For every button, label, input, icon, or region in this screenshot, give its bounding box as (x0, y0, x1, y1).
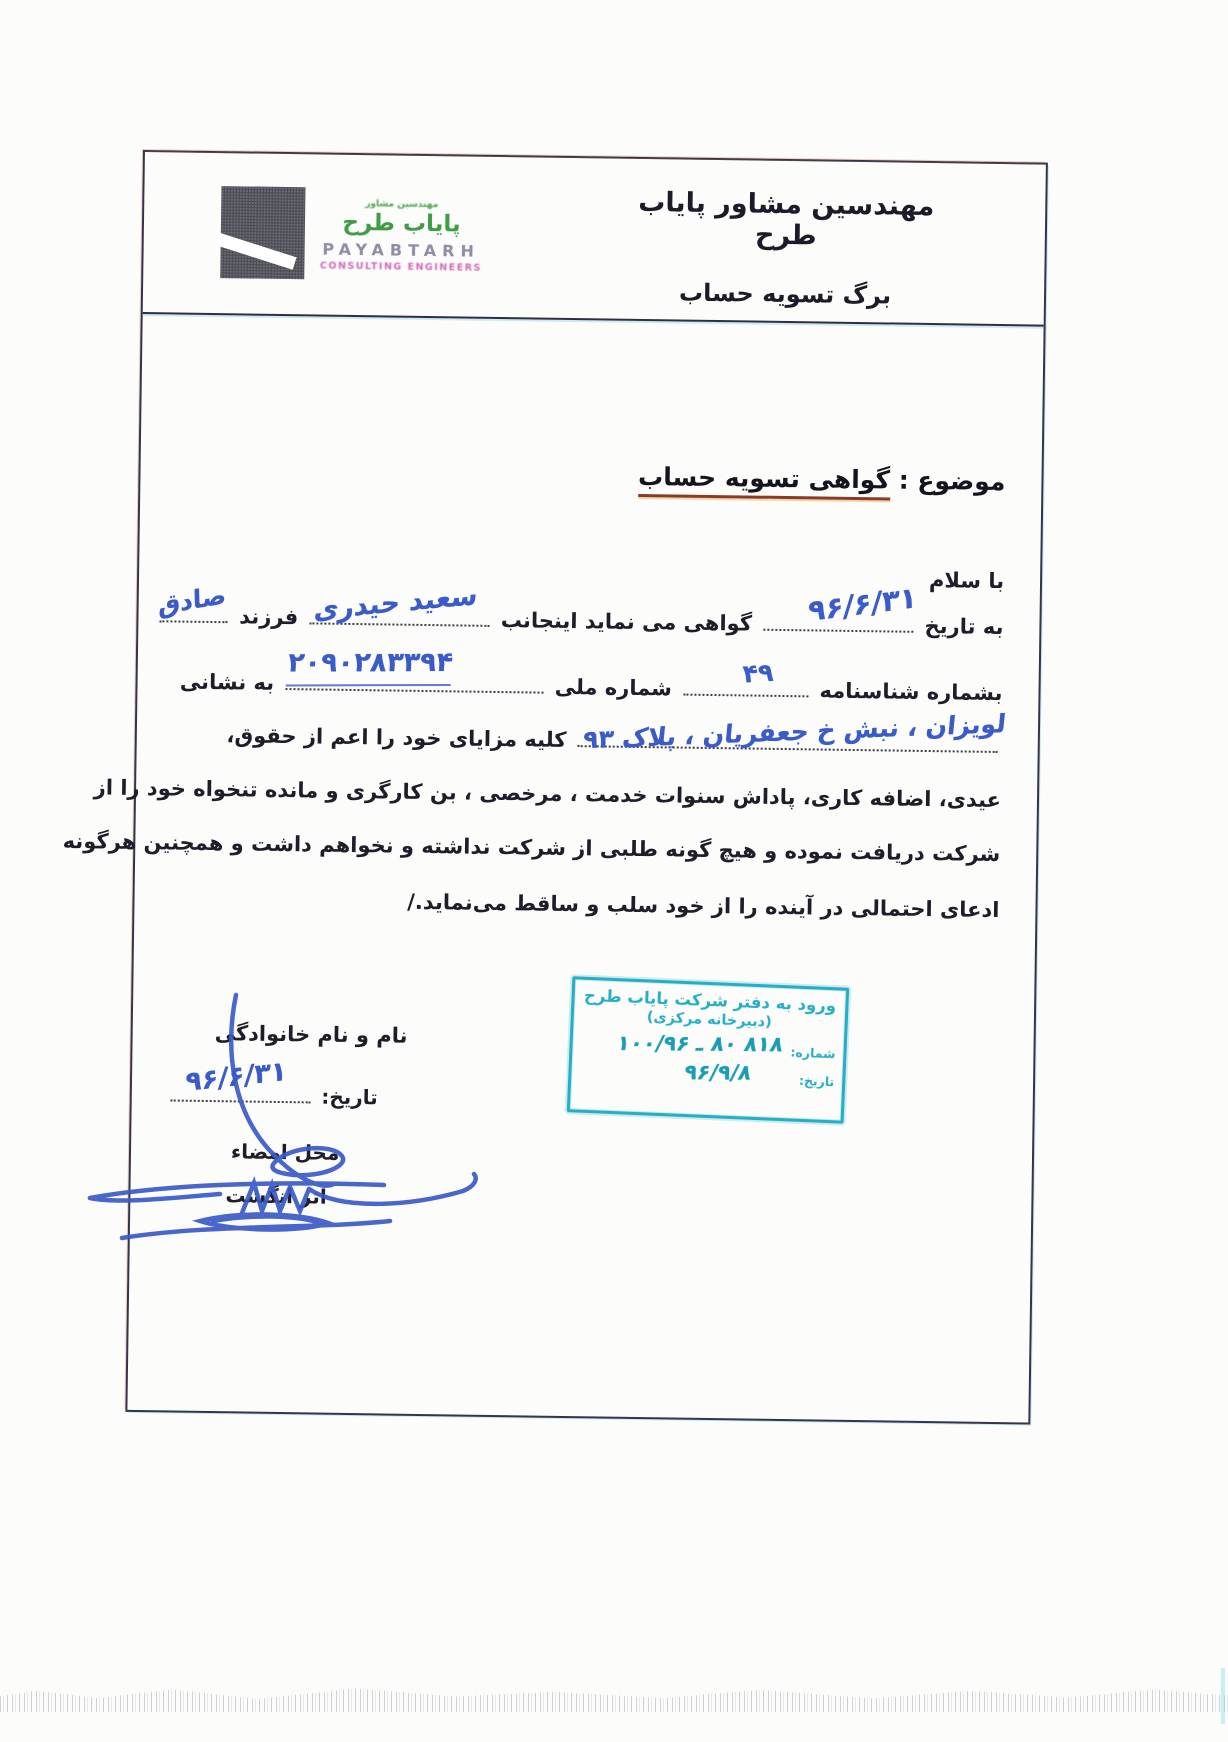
name-surname-label: نام و نام خانوادگی (214, 1021, 408, 1048)
line3-text: کلیه مزایای خود را اعم از حقوق، (226, 723, 567, 752)
stamp-number-label: شماره: (790, 1044, 836, 1062)
dotted-blank-date (763, 579, 918, 633)
stamp-date-value: ۹۶/۹/۸ (682, 1060, 754, 1085)
header-titles (620, 187, 952, 311)
salutation: با سلام (928, 568, 1005, 594)
handwritten-termination-date: ۹۶/۶/۳۱ (808, 579, 918, 628)
subject-line (638, 462, 1006, 496)
dotted-blank-certificate-no (683, 657, 808, 698)
logo-name-persian: پایاب طرح (342, 209, 461, 238)
scan-noise-band (0, 1688, 1228, 1712)
dotted-blank-national-id (285, 646, 543, 694)
fingerprint-label: اثر انگشت (225, 1183, 327, 1209)
handwritten-certificate-no: ۴۹ (742, 657, 775, 688)
company-title: مهندسین مشاور پایاب طرح (638, 186, 935, 252)
document-header (143, 152, 1046, 327)
subject-value: گواهی تسویه حساب (638, 462, 890, 501)
company-logo-text (303, 198, 499, 274)
subject-label: موضوع : (898, 465, 1006, 497)
body-line-3 (168, 708, 1008, 762)
handwritten-national-id: ۲۰۹۰۲۸۳۳۹۴ (286, 642, 455, 685)
handwritten-address: لویزان ، نبش خ جعفریان ، پلاک ۹۳ (581, 708, 1008, 754)
line2-post: به نشانی (179, 669, 275, 695)
entry-stamp (567, 976, 849, 1123)
scan-edge-artifact (1221, 1668, 1225, 1724)
logo-slash-shape (215, 232, 297, 269)
line1-pre: به تاریخ (924, 613, 1004, 640)
body-line-2 (168, 646, 1003, 709)
logo-tagline: مهندسین مشاور (365, 199, 439, 211)
handwritten-father-name: صادق (157, 579, 227, 620)
signoff-date-label: تاریخ: (321, 1084, 378, 1110)
dotted-blank-name (309, 579, 489, 627)
body-line-6: ادعای احتمالی در آینده را از خود سلب و ساقط می‌نماید./ (407, 889, 1000, 923)
logo-subtitle-latin: CONSULTING ENGINEERS (319, 260, 482, 274)
signature-stroke-main (90, 1183, 384, 1198)
form-title: برگ تسویه حساب (678, 278, 892, 310)
body-line-5: شرکت دریافت نموده و هیچ گونه طلبی از شرکت نداشته و نخواهم داشت و همچنین هرگونه (62, 828, 1001, 867)
dotted-blank-address (578, 708, 1008, 754)
handwritten-name: سعید حیدری (312, 579, 479, 626)
signature-stroke-sweep (309, 1174, 476, 1204)
line2-mid: شماره ملی (554, 674, 673, 701)
body-line-4: عیدی، اضافه کاری، پاداش سنوات خدمت ، مرخصی ، بن کارگری و مانده تنخواه خود را از (93, 775, 1002, 813)
signature-stroke-bottom (122, 1221, 390, 1238)
line2-pre: بشماره شناسنامه (819, 678, 1003, 706)
handwritten-signoff-date: ۹۶/۶/۳۱ (184, 1055, 287, 1099)
stamp-date-label: تاریخ: (798, 1072, 835, 1090)
company-logo-mark (220, 186, 305, 279)
signature-stroke-zigzag (242, 1183, 309, 1213)
signature-scribble (78, 983, 518, 1253)
line1-post: فرزند (239, 604, 299, 630)
dotted-blank-father (157, 579, 228, 623)
stamp-number-value: ۱۰۰/۹۶ ـ ۸۰ ۸۱۸ (615, 1031, 786, 1057)
logo-name-latin: PAYABTARH (322, 239, 481, 261)
stamp-subtitle: (دبیرخانه مرکزی) (646, 1009, 773, 1031)
line1-mid: گواهی می نماید اینجانب (500, 608, 753, 636)
signature-stroke-cigar-inner (212, 1217, 318, 1223)
signature-place-label: محل امضاء (230, 1139, 340, 1165)
stamp-title: ورود به دفتر شرکت پایاب طرح (583, 985, 837, 1016)
